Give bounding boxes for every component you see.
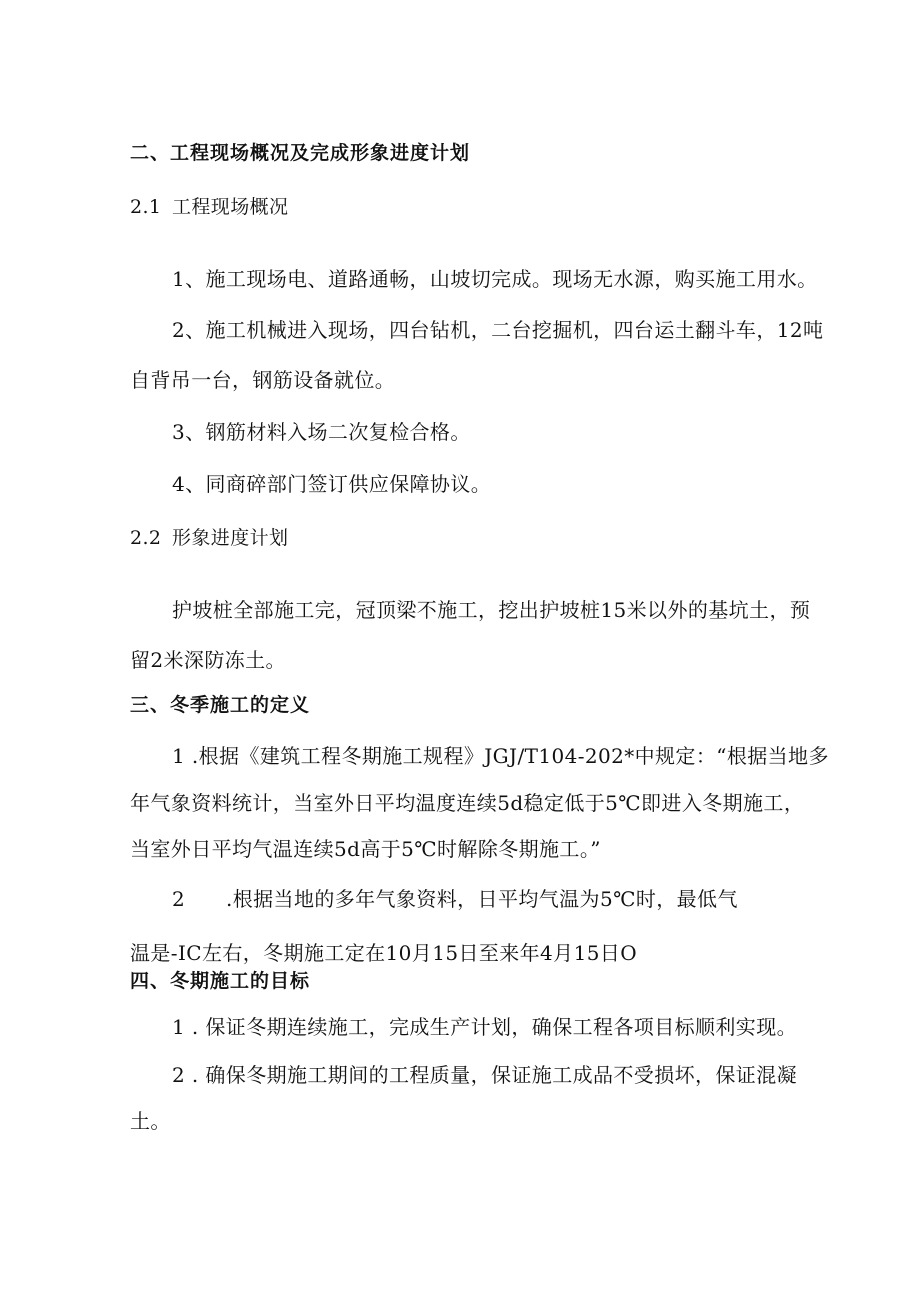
- section-3-heading: 三、冬季施工的定义: [130, 694, 311, 716]
- paragraph-item-1: 1、施工现场电、道路通畅，山坡切完成。现场无水源，购买施工用水。: [172, 267, 818, 291]
- definition-item-2-number: 2: [172, 887, 186, 911]
- definition-item-2-text: .根据当地的多年气象资料，日平均气温为5℃时，最低气: [226, 887, 738, 911]
- definition-line-2: 年气象资料统计，当室外日平均温度连续5d稳定低于5℃即进入冬期施工，: [130, 791, 805, 815]
- section-2-heading: 二、工程现场概况及完成形象进度计划: [130, 142, 471, 164]
- definition-line-1: 1 .根据《建筑工程冬期施工规程》JGJ/T104-202*中规定：“根据当地多: [172, 744, 829, 768]
- goal-line-2: 2 . 确保冬期施工期间的工程质量，保证施工成品不受损坏，保证混凝: [172, 1063, 797, 1087]
- goal-line-3: 土。: [130, 1109, 171, 1133]
- paragraph-item-3: 3、钢筋材料入场二次复检合格。: [172, 420, 471, 444]
- paragraph-item-4: 4、同商碎部门签订供应保障协议。: [172, 472, 492, 496]
- paragraph-item-2-cont: 自背吊一台，钢筋设备就位。: [130, 368, 396, 392]
- definition-line-6: 温是-IC左右，冬期施工定在10月15日至来年4月15日O: [130, 941, 638, 965]
- definition-line-3: 当室外日平均气温连续5d高于5℃时解除冬期施工。”: [130, 837, 601, 861]
- subsection-2-1-number: 2.1: [130, 196, 162, 218]
- subsection-2-2-title: 形象进度计划: [172, 527, 289, 549]
- subsection-2-2-number: 2.2: [130, 527, 162, 549]
- plan-line-1: 护坡桩全部施工完，冠顶梁不施工，挖出护坡桩15米以外的基坑土，预: [172, 598, 811, 622]
- subsection-2-1-title: 工程现场概况: [172, 196, 289, 218]
- paragraph-item-2: 2、施工机械进入现场，四台钻机，二台挖掘机，四台运土翻斗车，12吨: [172, 318, 824, 342]
- subsection-2-2-heading: [130, 525, 288, 551]
- subsection-2-1-heading: [130, 194, 288, 220]
- goal-line-1: 1 . 保证冬期连续施工，完成生产计划，确保工程各项目标顺利实现。: [172, 1015, 797, 1039]
- section-4-heading: 四、冬期施工的目标: [130, 970, 311, 992]
- plan-line-2: 留2米深防冻土。: [130, 648, 286, 672]
